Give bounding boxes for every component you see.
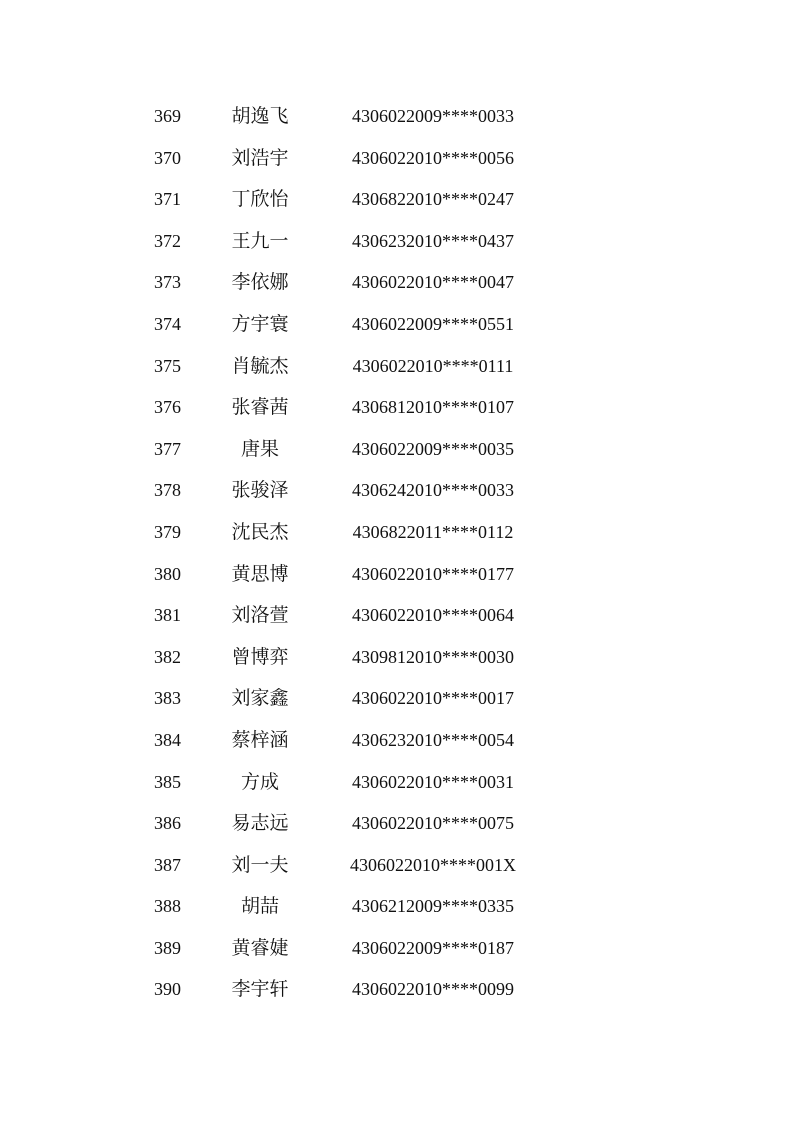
table-row	[140, 179, 560, 221]
table-row	[140, 304, 560, 346]
id-number: 4309812010****0030	[352, 646, 514, 667]
id-number: 4306822010****0247	[352, 189, 514, 210]
student-name: 唐果	[240, 437, 279, 460]
student-name: 黄睿婕	[231, 936, 289, 959]
row-number: 370	[154, 147, 181, 168]
id-number: 4306022009****0033	[352, 106, 514, 126]
table-row	[140, 678, 560, 720]
id-number: 4306242010****0033	[352, 480, 514, 501]
table-row	[140, 762, 560, 804]
id-number: 4306022010****0056	[352, 147, 514, 168]
table-row	[140, 470, 560, 512]
row-number: 385	[154, 771, 181, 792]
student-name: 胡喆	[240, 895, 279, 918]
student-name: 曾博弈	[231, 645, 289, 668]
row-number: 388	[154, 896, 181, 917]
row-number: 378	[154, 480, 181, 501]
row-number: 371	[154, 189, 181, 210]
roster-table	[140, 96, 560, 1011]
id-number: 4306022009****0035	[352, 438, 514, 459]
id-number: 4306232010****0054	[352, 729, 514, 750]
table-row	[140, 512, 560, 554]
student-name: 方宇寰	[231, 312, 289, 335]
row-number: 384	[154, 729, 181, 750]
row-number: 372	[154, 230, 181, 251]
student-name: 刘洛萱	[231, 604, 289, 627]
row-number: 374	[154, 313, 181, 334]
row-number: 389	[154, 937, 181, 958]
student-name: 张睿茜	[231, 396, 289, 419]
row-number: 375	[154, 355, 181, 376]
student-name: 刘一夫	[231, 853, 289, 876]
student-name: 王九一	[231, 229, 289, 252]
table-row	[140, 845, 560, 887]
table-row	[140, 96, 560, 138]
table-row	[140, 637, 560, 679]
id-number: 4306022010****0047	[352, 272, 514, 293]
row-number: 386	[154, 813, 181, 834]
row-number: 387	[154, 854, 181, 875]
id-number: 4306022010****0099	[352, 979, 514, 1000]
row-number: 373	[154, 272, 181, 293]
id-number: 4306812010****0107	[352, 397, 514, 418]
row-number: 369	[154, 106, 181, 126]
row-number: 377	[154, 438, 181, 459]
row-number: 390	[154, 979, 181, 1000]
table-row	[140, 595, 560, 637]
id-number: 4306822011****0112	[352, 521, 514, 542]
id-number: 4306232010****0437	[352, 230, 514, 251]
table-row	[140, 429, 560, 471]
id-number: 4306022010****0075	[352, 813, 514, 834]
student-name: 李宇轩	[231, 978, 289, 1001]
table-row	[140, 262, 560, 304]
student-name: 张骏泽	[231, 479, 289, 502]
row-number: 381	[154, 605, 181, 626]
student-name: 刘浩宇	[231, 146, 289, 169]
row-number: 379	[154, 521, 181, 542]
student-name: 蔡梓涵	[231, 728, 289, 751]
student-name: 方成	[240, 770, 279, 793]
table-row	[140, 387, 560, 429]
student-name: 黄思博	[231, 562, 289, 585]
id-number: 4306022010****0177	[352, 563, 514, 584]
table-row	[140, 803, 560, 845]
student-name: 丁欣怡	[231, 188, 289, 211]
row-number: 383	[154, 688, 181, 709]
id-number: 4306022010****001X	[350, 854, 516, 875]
row-number: 380	[154, 563, 181, 584]
student-name: 李依娜	[231, 271, 289, 294]
id-number: 4306212009****0335	[352, 896, 514, 917]
table-row	[140, 886, 560, 928]
id-number: 4306022010****0017	[352, 688, 514, 709]
id-number: 4306022009****0551	[352, 313, 514, 334]
table-row	[140, 138, 560, 180]
table-row	[140, 554, 560, 596]
student-name: 刘家鑫	[231, 687, 289, 710]
row-number: 382	[154, 646, 181, 667]
student-name: 沈民杰	[231, 520, 289, 543]
row-number: 376	[154, 397, 181, 418]
id-number: 4306022010****0064	[352, 605, 514, 626]
id-number: 4306022009****0187	[352, 937, 514, 958]
id-number: 4306022010****0111	[352, 355, 514, 376]
table-row	[140, 221, 560, 263]
table-row	[140, 969, 560, 1011]
table-row	[140, 346, 560, 388]
student-name: 胡逸飞	[231, 105, 289, 127]
student-name: 易志远	[231, 812, 289, 835]
table-row	[140, 928, 560, 970]
table-row	[140, 720, 560, 762]
student-name: 肖毓杰	[231, 354, 289, 377]
id-number: 4306022010****0031	[352, 771, 514, 792]
